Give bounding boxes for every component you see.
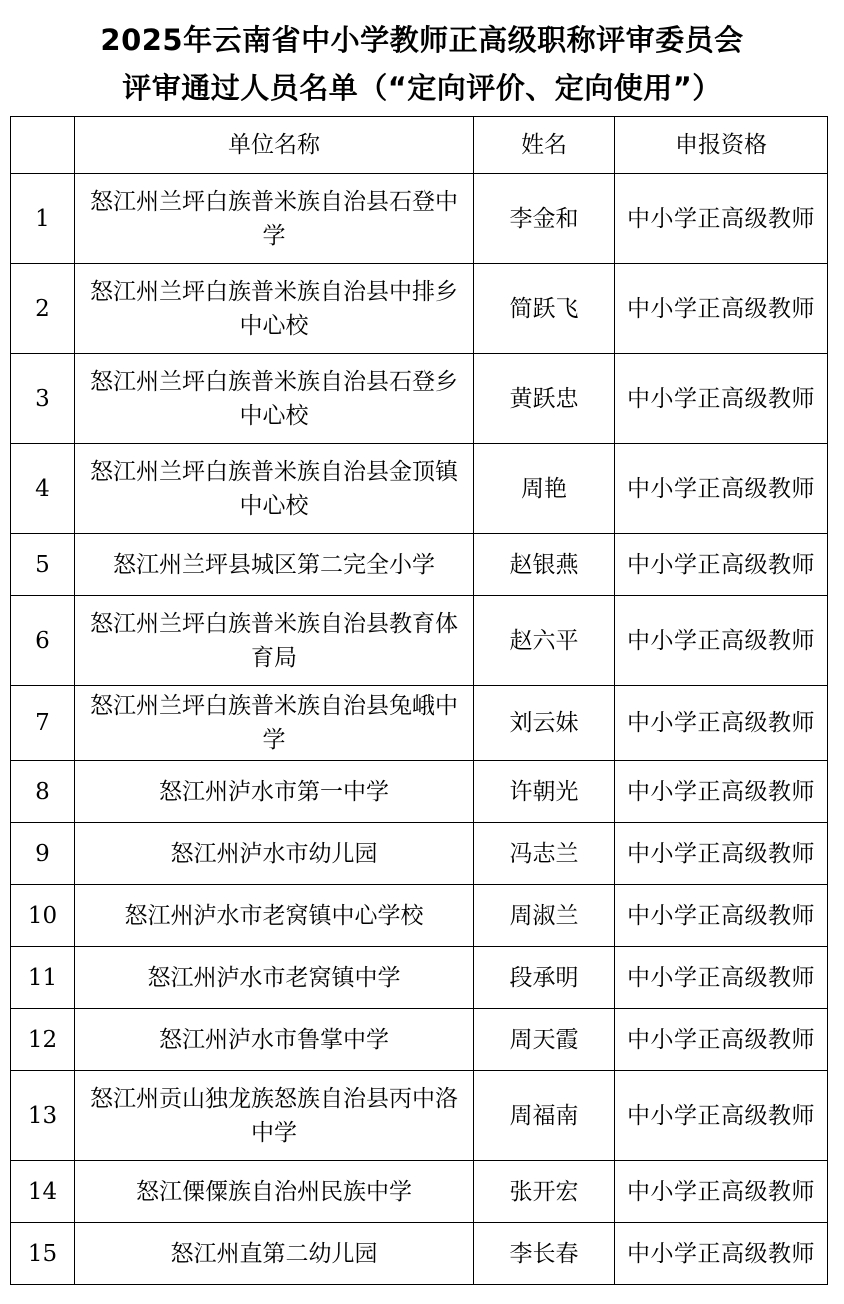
person-name: 赵六平 xyxy=(474,596,615,686)
unit-name: 怒江州兰坪白族普米族自治县金顶镇中心校 xyxy=(75,444,474,534)
row-number: 2 xyxy=(11,264,75,354)
header-no xyxy=(11,117,75,174)
unit-name: 怒江州兰坪白族普米族自治县兔峨中学 xyxy=(75,686,474,761)
person-name: 李金和 xyxy=(474,174,615,264)
qualification: 中小学正高级教师 xyxy=(615,686,828,761)
table-row xyxy=(11,761,828,823)
unit-name: 怒江州泸水市幼儿园 xyxy=(75,823,474,885)
row-number: 7 xyxy=(11,686,75,761)
unit-name: 怒江州直第二幼儿园 xyxy=(75,1223,474,1285)
table-row xyxy=(11,444,828,534)
person-name: 周天霞 xyxy=(474,1009,615,1071)
unit-name: 怒江州泸水市老窝镇中心学校 xyxy=(75,885,474,947)
table-row xyxy=(11,174,828,264)
qualification: 中小学正高级教师 xyxy=(615,596,828,686)
unit-name: 怒江州泸水市第一中学 xyxy=(75,761,474,823)
row-number: 13 xyxy=(11,1071,75,1161)
person-name: 冯志兰 xyxy=(474,823,615,885)
header-qualification: 申报资格 xyxy=(615,117,828,174)
qualification: 中小学正高级教师 xyxy=(615,1009,828,1071)
unit-name: 怒江州泸水市老窝镇中学 xyxy=(75,947,474,1009)
row-number: 6 xyxy=(11,596,75,686)
unit-name: 怒江州兰坪白族普米族自治县教育体育局 xyxy=(75,596,474,686)
header-unit: 单位名称 xyxy=(75,117,474,174)
table-row xyxy=(11,947,828,1009)
row-number: 9 xyxy=(11,823,75,885)
person-name: 周淑兰 xyxy=(474,885,615,947)
table-row xyxy=(11,1071,828,1161)
person-name: 段承明 xyxy=(474,947,615,1009)
qualification: 中小学正高级教师 xyxy=(615,885,828,947)
qualification: 中小学正高级教师 xyxy=(615,1223,828,1285)
qualification: 中小学正高级教师 xyxy=(615,1071,828,1161)
unit-name: 怒江州兰坪白族普米族自治县石登乡中心校 xyxy=(75,354,474,444)
row-number: 15 xyxy=(11,1223,75,1285)
person-name: 简跃飞 xyxy=(474,264,615,354)
qualification: 中小学正高级教师 xyxy=(615,947,828,1009)
header-name: 姓名 xyxy=(474,117,615,174)
qualification: 中小学正高级教师 xyxy=(615,174,828,264)
document-title-line-1: 2025年云南省中小学教师正高级职称评审委员会 xyxy=(100,23,744,57)
qualification: 中小学正高级教师 xyxy=(615,534,828,596)
table-row xyxy=(11,885,828,947)
row-number: 14 xyxy=(11,1161,75,1223)
qualification: 中小学正高级教师 xyxy=(615,444,828,534)
qualification: 中小学正高级教师 xyxy=(615,823,828,885)
roster-table xyxy=(10,116,828,1285)
row-number: 12 xyxy=(11,1009,75,1071)
unit-name: 怒江州泸水市鲁掌中学 xyxy=(75,1009,474,1071)
person-name: 李长春 xyxy=(474,1223,615,1285)
table-row xyxy=(11,1161,828,1223)
row-number: 4 xyxy=(11,444,75,534)
qualification: 中小学正高级教师 xyxy=(615,354,828,444)
person-name: 周艳 xyxy=(474,444,615,534)
unit-name: 怒江傈僳族自治州民族中学 xyxy=(75,1161,474,1223)
row-number: 5 xyxy=(11,534,75,596)
table-row xyxy=(11,354,828,444)
person-name: 许朝光 xyxy=(474,761,615,823)
unit-name: 怒江州兰坪白族普米族自治县中排乡中心校 xyxy=(75,264,474,354)
table-header-row xyxy=(11,117,828,174)
qualification: 中小学正高级教师 xyxy=(615,761,828,823)
table-row xyxy=(11,1223,828,1285)
unit-name: 怒江州兰坪白族普米族自治县石登中学 xyxy=(75,174,474,264)
person-name: 周福南 xyxy=(474,1071,615,1161)
qualification: 中小学正高级教师 xyxy=(615,264,828,354)
unit-name: 怒江州贡山独龙族怒族自治县丙中洛中学 xyxy=(75,1071,474,1161)
table-row xyxy=(11,823,828,885)
row-number: 3 xyxy=(11,354,75,444)
table-row xyxy=(11,686,828,761)
qualification: 中小学正高级教师 xyxy=(615,1161,828,1223)
table-row xyxy=(11,534,828,596)
row-number: 10 xyxy=(11,885,75,947)
table-row xyxy=(11,264,828,354)
row-number: 1 xyxy=(11,174,75,264)
person-name: 张开宏 xyxy=(474,1161,615,1223)
person-name: 刘云妹 xyxy=(474,686,615,761)
person-name: 赵银燕 xyxy=(474,534,615,596)
table-row xyxy=(11,1009,828,1071)
document-title-line-2: 评审通过人员名单（“定向评价、定向使用”） xyxy=(122,71,722,105)
person-name: 黄跃忠 xyxy=(474,354,615,444)
table-row xyxy=(11,596,828,686)
unit-name: 怒江州兰坪县城区第二完全小学 xyxy=(75,534,474,596)
row-number: 8 xyxy=(11,761,75,823)
row-number: 11 xyxy=(11,947,75,1009)
